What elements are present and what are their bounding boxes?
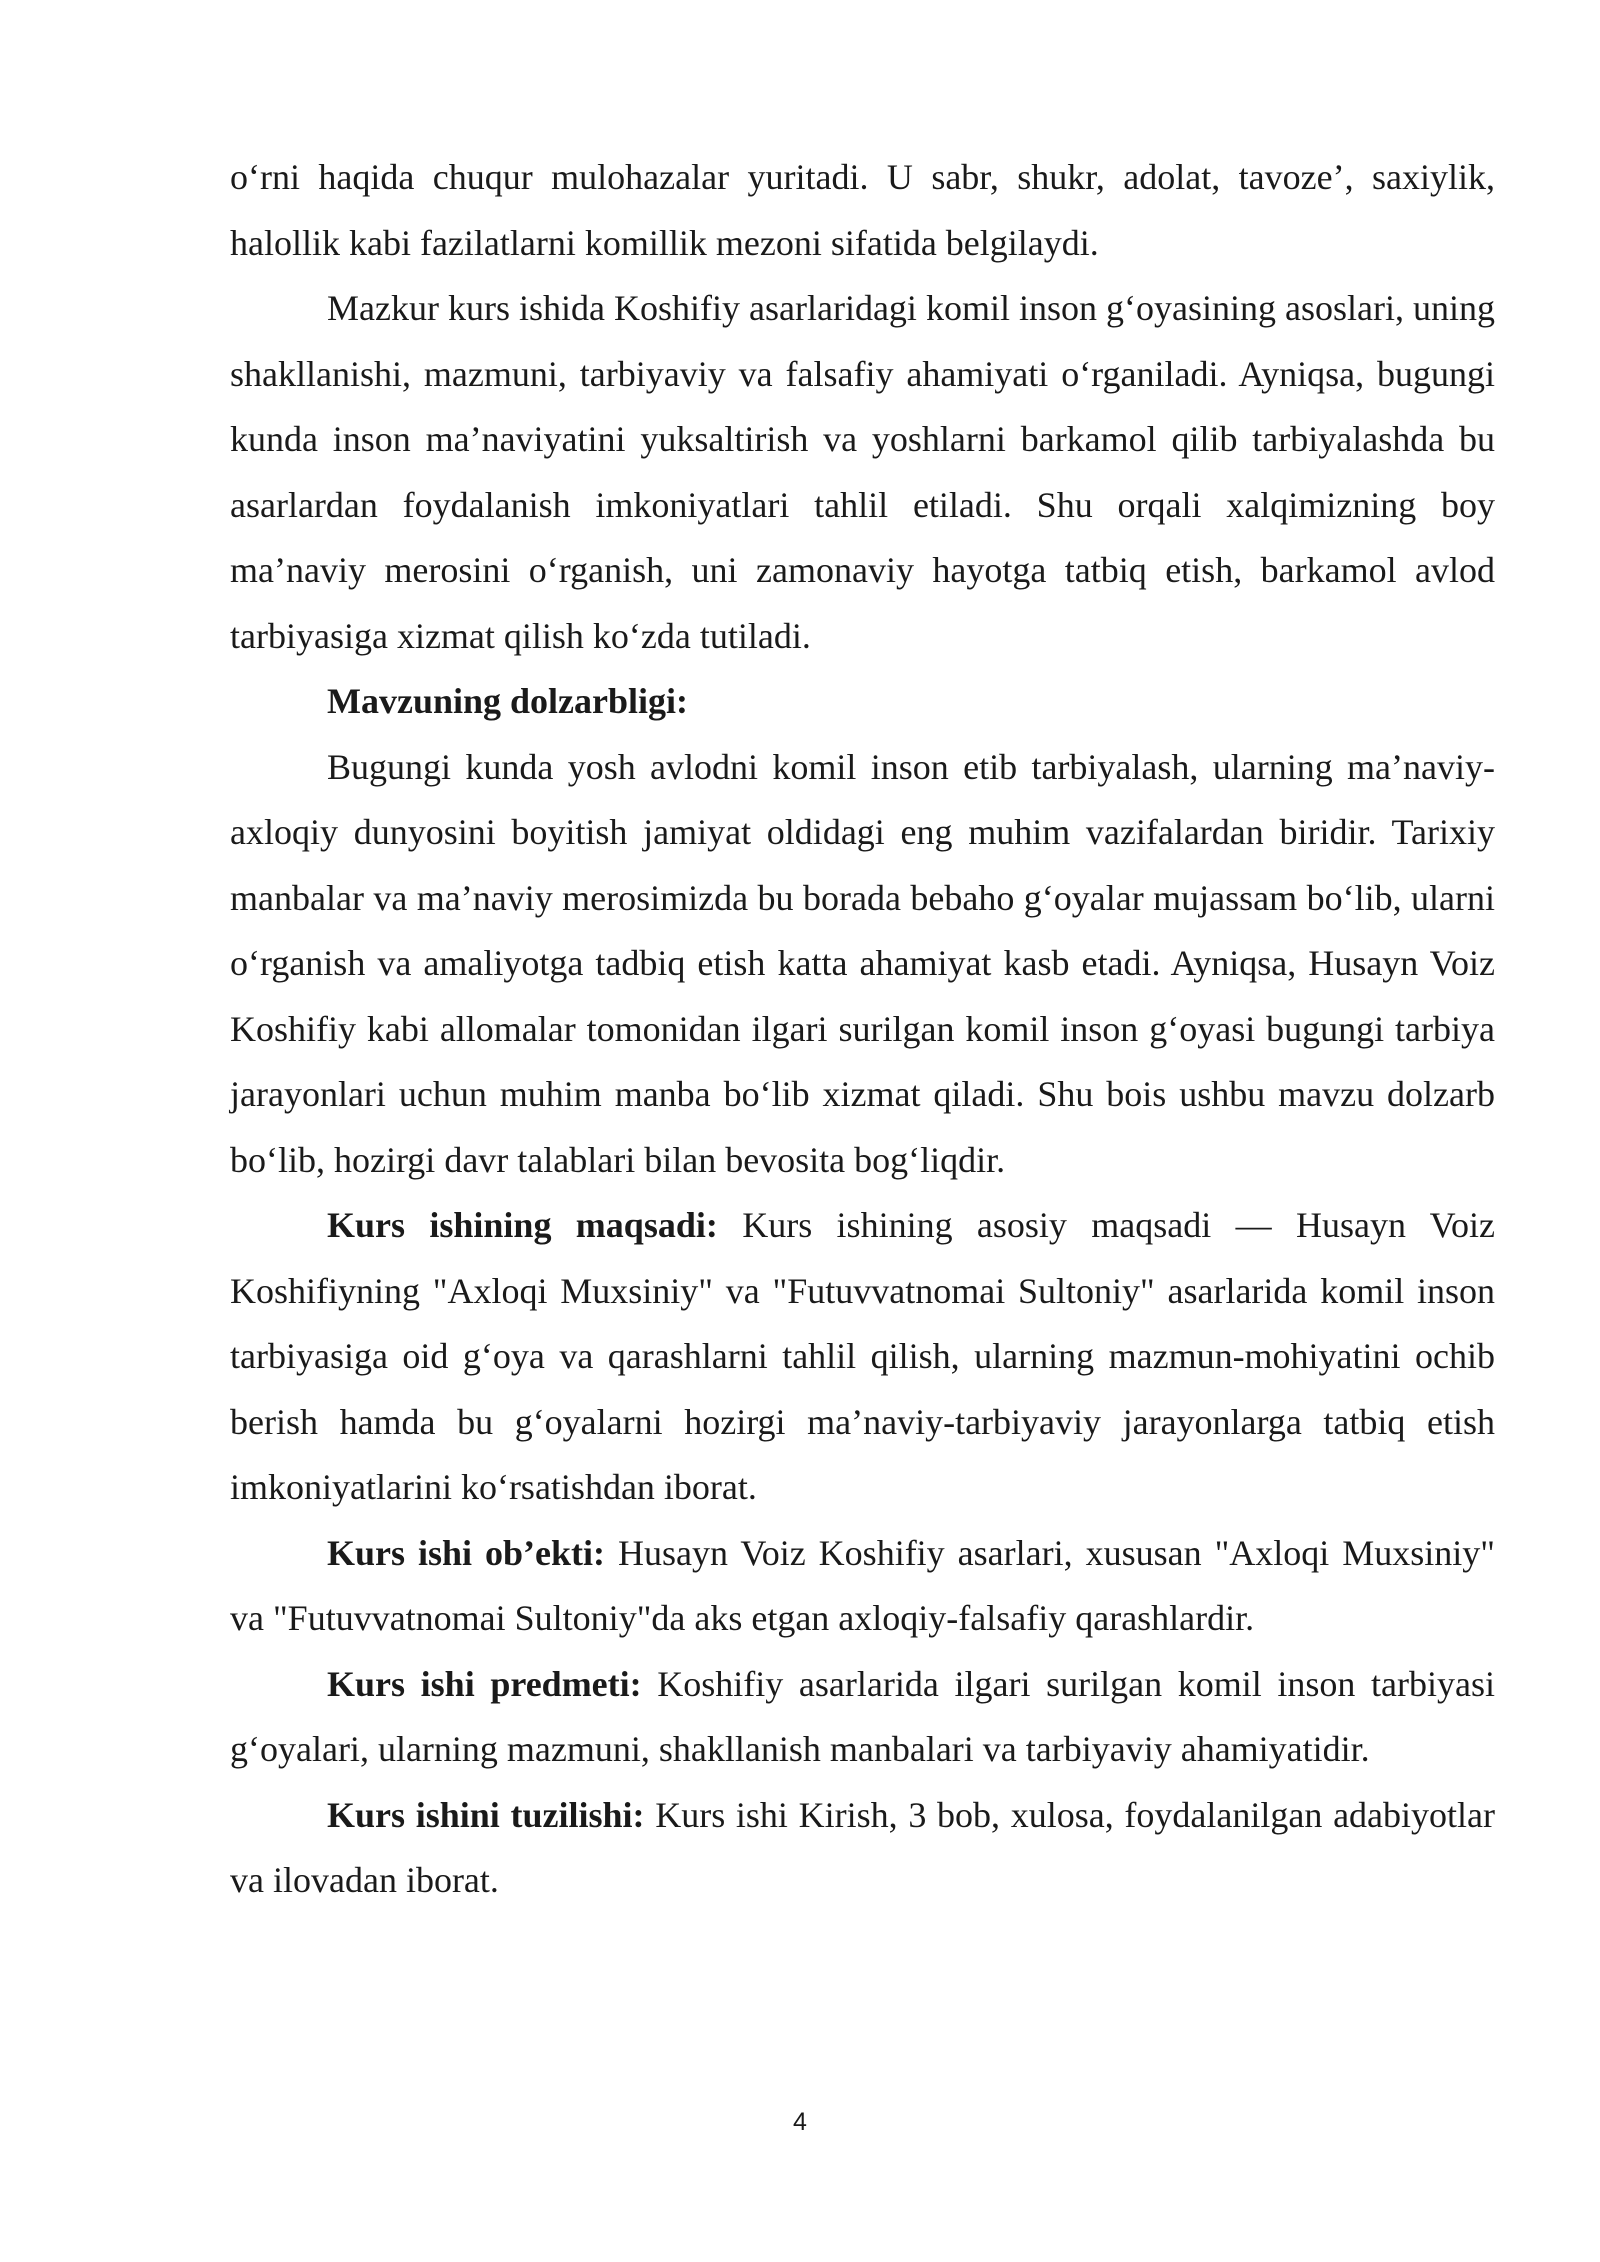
paragraph-label: Kurs ishi predmeti:	[327, 1663, 642, 1704]
paragraph-label: Kurs ishini tuzilishi:	[327, 1794, 645, 1835]
page-number: 4	[793, 2108, 807, 2136]
paragraph-structure	[230, 1783, 1495, 1914]
heading-text: Mavzuning dolzarbligi:	[327, 681, 689, 721]
paragraph-subject	[230, 1652, 1495, 1783]
paragraph-course-scope	[230, 276, 1495, 669]
paragraph-text: Mazkur kurs ishida Koshifiy asarlaridagi komil inson g‘oyasining asoslari, uning shakllanishi, mazmuni, tarbiyaviy va falsafiy ahamiyati o‘rganiladi. Ayniqsa, bugungi kunda inson ma’naviyatini yuksaltirish va yoshlarni barkamol qilib tarbiyalashda bu asarlardan foydalanish imkoniyatlari tahlil etiladi. Shu orqali xalqimizning boy ma’naviy merosini o‘rganish, uni zamonaviy hayotga tatbiq etish, barkamol avlod tarbiyasiga xizmat qilish ko‘zda tutiladi.	[230, 288, 1495, 656]
paragraph-text: Bugungi kunda yosh avlodni komil inson etib tarbiyalash, ularning ma’naviy-axloqiy dunyosini boyitish jamiyat oldidagi eng muhim vazifalardan biridir. Tarixiy manbalar va ma’naviy merosimizda bu borada bebaho g‘oyalar mujassam bo‘lib, ularni o‘rganish va amaliyotga tadbiq etish katta ahamiyat kasb etadi. Ayniqsa, Husayn Voiz Koshifiy kabi allomalar tomonidan ilgari surilgan komil inson g‘oyasi bugungi tarbiya jarayonlari uchun muhim manba bo‘lib xizmat qiladi. Shu bois ushbu mavzu dolzarb bo‘lib, hozirgi davr talablari bilan bevosita bog‘liqdir.	[230, 746, 1495, 1180]
paragraph-text: Koshifiy asarlarida ilgari surilgan komil inson tarbiyasi g‘oyalari, ularning mazmuni, shakllanish manbalari va tarbiyaviy ahamiyatidir.	[230, 1663, 1495, 1769]
paragraph-text: o‘rni haqida chuqur mulohazalar yuritadi. U sabr, shukr, adolat, tavoze’, saxiylik, halollik kabi fazilatlarni komillik mezoni sifatida belgilaydi.	[230, 157, 1495, 263]
paragraph-goal	[230, 1193, 1495, 1521]
paragraph-label: Kurs ishining maqsadi:	[327, 1205, 718, 1245]
paragraph-intro-continuation	[230, 145, 1495, 276]
paragraph-relevance	[230, 735, 1495, 1194]
section-heading-relevance	[230, 669, 1495, 735]
paragraph-object	[230, 1521, 1495, 1652]
paragraph-text: Husayn Voiz Koshifiy asarlari, xususan "Axloqi Muxsiniy" va "Futuvvatnomai Sultoniy"da aks etgan axloqiy-falsafiy qarashlardir.	[230, 1532, 1495, 1638]
paragraph-text: Kurs ishi Kirish, 3 bob, xulosa, foydalanilgan adabiyotlar va ilovadan iborat.	[230, 1794, 1495, 1900]
paragraph-text: Kurs ishining asosiy maqsadi — Husayn Voiz Koshifiyning "Axloqi Muxsiniy" va "Futuvvatnomai Sultoniy" asarlarida komil inson tarbiyasiga oid g‘oya va qarashlarni tahlil qilish, ularning mazmun-mohiyatini ochib berish hamda bu g‘oyalarni hozirgi ma’naviy-tarbiyaviy jarayonlarga tatbiq etish imkoniyatlarini ko‘rsatishdan iborat.	[230, 1205, 1496, 1507]
page-body	[230, 145, 1495, 1914]
paragraph-label: Kurs ishi ob’ekti:	[327, 1532, 606, 1573]
